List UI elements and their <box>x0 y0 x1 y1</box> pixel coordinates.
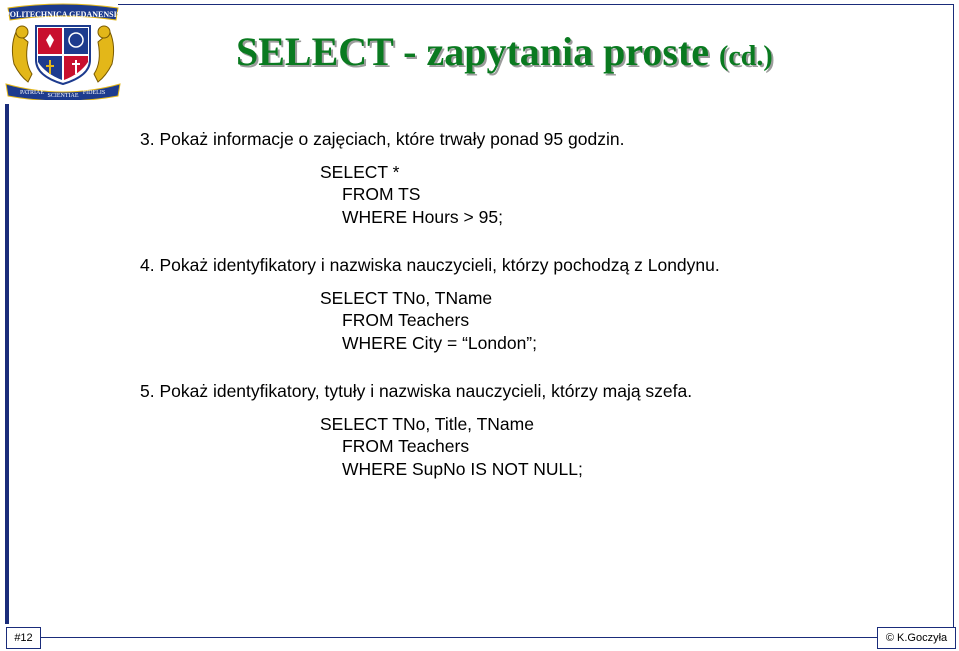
university-crest-logo <box>2 2 124 100</box>
frame-left-bar <box>5 104 9 624</box>
frame-right-line <box>953 4 954 630</box>
slide-title-main: SELECT - zapytania proste <box>236 29 710 74</box>
logo-motto-2: SCIENTIAE <box>47 93 79 99</box>
logo-motto-1: PATRIAE <box>19 90 45 96</box>
slide-title-suffix: (cd.) <box>719 41 773 72</box>
sql-where-line: WHERE City = “London”; <box>342 333 537 353</box>
logo-banner-text: POLITECHNICA GEDANENSIS <box>4 10 122 19</box>
sql-select-line: SELECT * <box>320 162 400 182</box>
sql-where-line: WHERE Hours > 95; <box>342 207 503 227</box>
slide-title <box>236 28 773 81</box>
logo-motto-3: FIDELIS <box>82 90 106 96</box>
frame-bottom-line <box>40 637 878 638</box>
sql-select-line: SELECT TNo, Title, TName <box>320 414 534 434</box>
question-3: 3. Pokaż informacje o zajęciach, które trwały ponad 95 godzin. <box>140 129 625 149</box>
sql-where-line: WHERE SupNo IS NOT NULL; <box>342 459 583 479</box>
sql-from-line: FROM Teachers <box>342 436 470 456</box>
frame-top-line <box>118 4 954 5</box>
sql-from-line: FROM Teachers <box>342 310 470 330</box>
slide-number: #12 <box>6 627 41 649</box>
sql-from-line: FROM TS <box>342 184 421 204</box>
sql-select-line: SELECT TNo, TName <box>320 288 493 308</box>
copyright-notice: © K.Goczyła <box>877 627 956 649</box>
question-4: 4. Pokaż identyfikatory i nazwiska nauczycieli, którzy pochodzą z Londynu. <box>140 255 720 275</box>
question-5: 5. Pokaż identyfikatory, tytuły i nazwiska nauczycieli, którzy mają szefa. <box>140 381 693 401</box>
